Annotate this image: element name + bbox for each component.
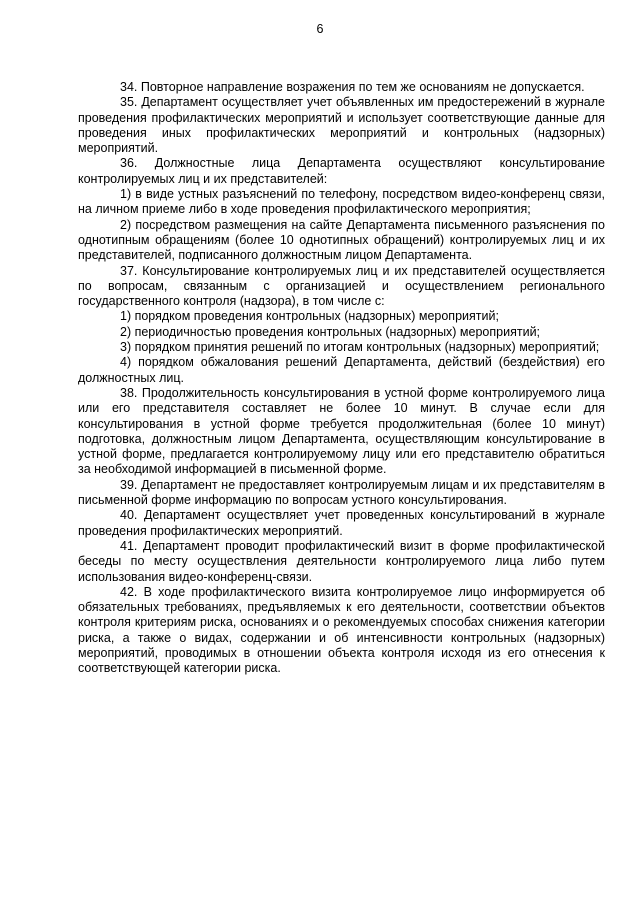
paragraph-37-item-4: 4) порядком обжалования решений Департамента, действий (бездействия) его должностных лиц.	[78, 355, 605, 385]
paragraph-37-item-2: 2) периодичностью проведения контрольных (надзорных) мероприятий;	[120, 324, 541, 339]
paragraph-40: 40. Департамент осуществляет учет проведенных консультирований в журнале проведения профилактических мероприятий.	[78, 508, 605, 538]
paragraph-35: 35. Департамент осуществляет учет объявленных им предостережений в журнале проведения профилактических мероприятий и использует соответствующие данные для проведения иных профилактических мероприятий и контрольных (надзорных) мероприятий.	[78, 95, 605, 156]
paragraph-41: 41. Департамент проводит профилактический визит в форме профилактической беседы по месту осуществления деятельности контролируемого лица либо путем использования видео-конференц-связи.	[78, 538, 605, 584]
paragraph-42: 42. В ходе профилактического визита контролируемое лицо информируется об обязательных требованиях, предъявляемых к его деятельности, соответствии объектов контроля критериям риска, основаниях и о рекомендуемых способах снижения категории риска, а также о видах, содержании и об интенсивности контрольных (надзорных) мероприятий, проводимых в отношении объекта контроля исходя из его отнесения к соответствующей категории риска.	[78, 584, 605, 676]
paragraph-38: 38. Продолжительность консультирования в устной форме контролируемого лица или его представителя составляет не более 10 минут. В случае если для консультирования в устной форме требуется продолжительная (более 10 минут) подготовка, должностным лицом Департамента, осуществляющим консультирование в устной форме, предлагается контролируемому лицу или его представителю обратиться за необходимой информацией в письменной форме.	[78, 385, 605, 477]
paragraph-34: 34. Повторное направление возражения по тем же основаниям не допускается.	[120, 80, 585, 94]
paragraph-36: 36. Должностные лица Департамента осуществляют консультирование контролируемых лиц и их представителей:	[78, 156, 605, 186]
page-number: 6	[316, 22, 324, 36]
paragraph-39: 39. Департамент не предоставляет контролируемым лицам и их представителям в письменной форме информацию по вопросам устного консультирования.	[78, 477, 605, 508]
paragraph-36-item-2: 2) посредством размещения на сайте Департамента письменного разъяснения по однотипным обращениям (более 10 однотипных обращений) контролируемых лиц и их представителей, подписанного должностным лицом Департамента.	[78, 217, 605, 263]
paragraph-37: 37. Консультирование контролируемых лиц и их представителей осуществляется по вопросам, связанным с организацией и осуществлением регионального государственного контроля (надзора), в том числе с:	[78, 263, 605, 309]
paragraph-37-item-1: 1) порядком проведения контрольных (надзорных) мероприятий;	[120, 309, 499, 324]
paragraph-37-item-3: 3) порядком принятия решений по итогам контрольных (надзорных) мероприятий;	[120, 340, 600, 355]
document-body	[78, 80, 605, 677]
paragraph-36-item-1: 1) в виде устных разъяснений по телефону, посредством видео-конференц связи, на личном приеме либо в ходе проведения профилактического мероприятия;	[78, 187, 605, 217]
